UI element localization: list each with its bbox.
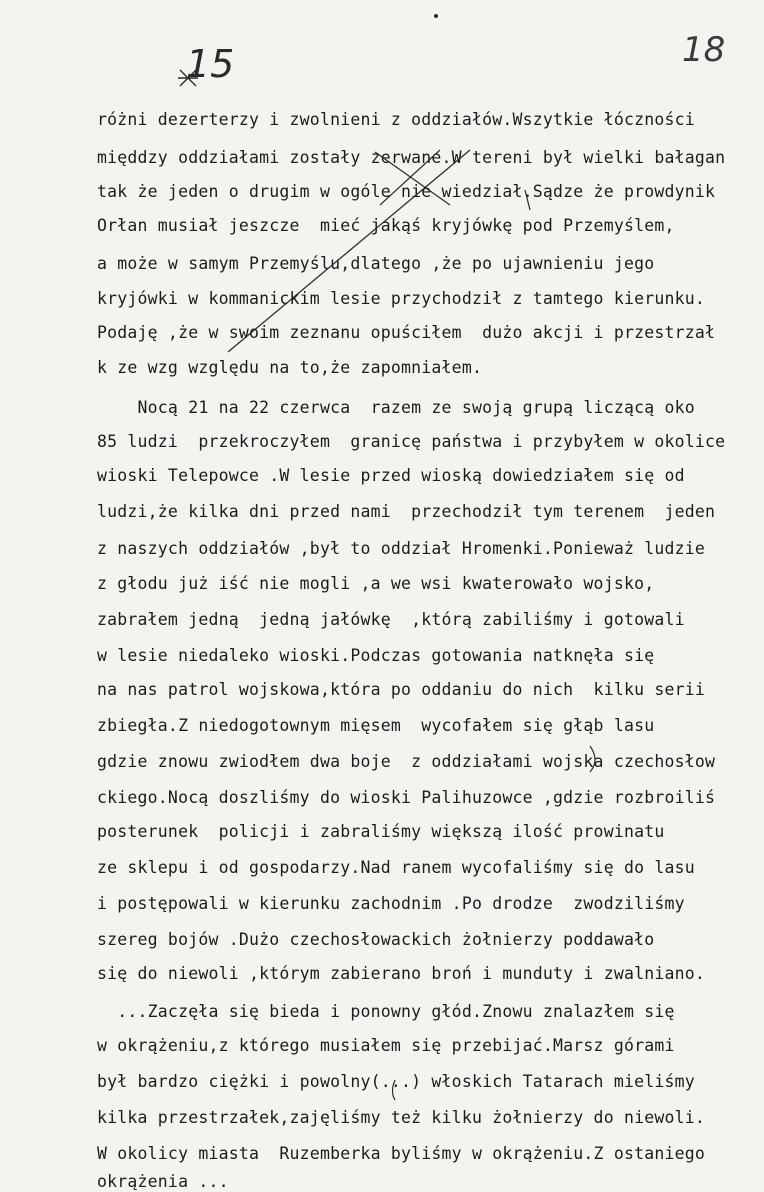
- text-line: Podaję ,że w swoim zeznanu opuściłem dużo akcji i przestrzał: [97, 323, 716, 342]
- text-line: szereg bojów .Dużo czechosłowackich żołnierzy poddawało: [97, 930, 655, 949]
- text-line: 85 ludzi przekroczyłem granicę państwa i przybyłem w okolice: [97, 432, 726, 451]
- text-line: ludzi,że kilka dni przed nami przechodził tym terenem jeden: [97, 502, 716, 521]
- text-line: ...Zaczęła się bieda i ponowny głód.Znowu znalazłem się: [97, 1002, 675, 1021]
- text-line: zbiegła.Z niedogotownym mięsem wycofałem się głąb lasu: [97, 716, 655, 735]
- text-line: Nocą 21 na 22 czerwca razem ze swoją grupą liczącą oko: [97, 398, 695, 417]
- text-line: zabrałem jedną jedną jałówkę ,którą zabiliśmy i gotowali: [97, 610, 685, 629]
- text-line: z głodu już iść nie mogli ,a we wsi kwaterowało wojsko,: [97, 574, 655, 593]
- text-line: a może w samym Przemyślu,dlatego ,że po ujawnieniu jego: [97, 254, 655, 273]
- text-line: ckiego.Nocą doszliśmy do wioski Palihuzowce ,gdzie rozbroiliś: [97, 788, 716, 807]
- text-line: międdzy oddziałami zostały zerwane.W tereni był wielki bałagan: [97, 148, 726, 167]
- text-line: gdzie znowu zwiodłem dwa boje z oddziałami wojska czechosłow: [97, 752, 716, 771]
- text-line: tak że jeden o drugim w ogóle nie wiedział.Sądze że prowdynik: [97, 182, 716, 201]
- text-line: k ze wzg względu na to,że zapomniałem.: [97, 358, 483, 377]
- text-line: wioski Telepowce .W lesie przed wioską dowiedziałem się od: [97, 466, 685, 485]
- text-line: Orłan musiał jeszcze mieć jakąś kryjówkę pod Przemyślem,: [97, 216, 675, 235]
- page-number-annotation: 18: [682, 30, 726, 70]
- text-line: w okrążeniu,z którego musiałem się przebijać.Marsz górami: [97, 1036, 675, 1055]
- text-line: posterunek policji i zabraliśmy większą ilość prowinatu: [97, 822, 665, 841]
- text-line: ze sklepu i od gospodarzy.Nad ranem wycofaliśmy się do lasu: [97, 858, 695, 877]
- document-number-annotation: 15: [186, 42, 235, 86]
- text-line: kryjówki w kommanickim lesie przychodził z tamtego kierunku.: [97, 289, 706, 308]
- text-line: był bardzo ciężki i powolny(...) włoskich Tatarach mieliśmy: [97, 1072, 695, 1091]
- text-line: się do niewoli ,którym zabierano broń i munduty i zwalniano.: [97, 964, 706, 983]
- text-line: kilka przestrzałek,zajęliśmy też kilku żołnierzy do niewoli.: [97, 1108, 706, 1127]
- text-line: na nas patrol wojskowa,która po oddaniu do nich kilku serii: [97, 680, 706, 699]
- text-line: w lesie niedaleko wioski.Podczas gotowania natknęła się: [97, 646, 655, 665]
- text-line: różni dezerterzy i zwolnieni z oddziałów.Wszytkie łóczności: [97, 110, 695, 129]
- text-line: i postępowali w kierunku zachodnim .Po drodze zwodziliśmy: [97, 894, 685, 913]
- text-line: z naszych oddziałów ,był to oddział Hromenki.Ponieważ ludzie: [97, 539, 706, 558]
- text-line: W okolicy miasta Ruzemberka byliśmy w okrążeniu.Z ostaniego: [97, 1144, 706, 1163]
- text-line: okrążenia ...: [97, 1172, 229, 1191]
